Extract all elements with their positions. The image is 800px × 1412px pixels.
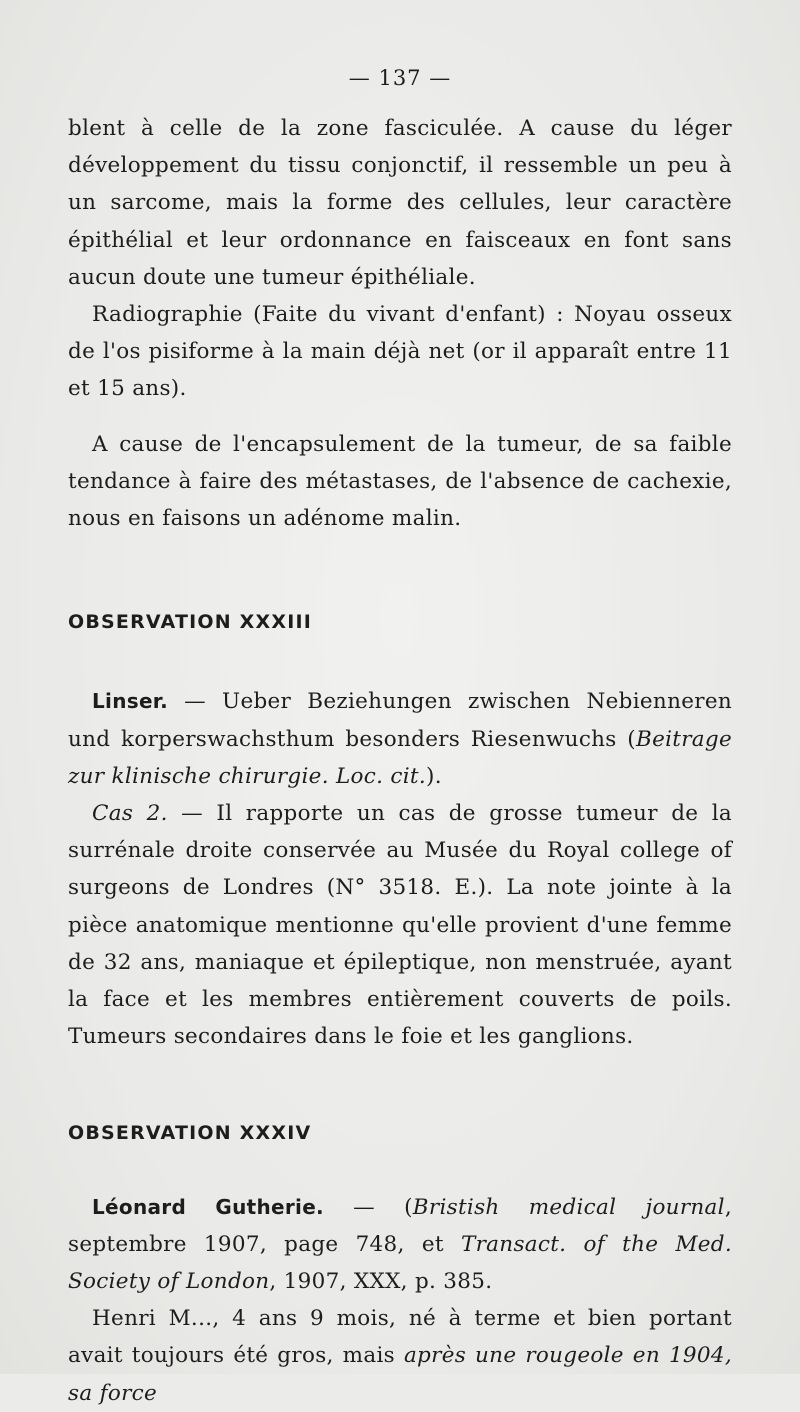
author-gutherie: Léonard Gutherie.: [92, 1194, 324, 1219]
reference-source: Beitrage zur klinische chirurgie. Loc. cit.: [68, 726, 732, 789]
paragraph-conclusion: A cause de l'encapsulement de la tumeur, de sa faible tendance à faire des métastases, de l'absence de cachexie, nous en faisons un adénome malin.: [68, 431, 732, 532]
body-text: [68, 110, 732, 1412]
observation-33-case: [68, 795, 732, 1055]
reference-text: — Ueber Beziehungen zwischen Nebienneren und korperswachsthum besonders Riesenwuchs (: [68, 689, 732, 752]
page-number: — 137 —: [348, 66, 452, 90]
case-text: — Il rapporte un cas de grosse tumeur de la surrénale droite conservée au Musée du Royal college of surgeons de Londres (N° 3518. E.). La note jointe à la pièce anatomique mentionne qu'elle provient d'une femme de 32 ans, maniaque et épileptique, non menstruée, ayant la face et les membres entièrement couverts de poils. Tumeurs secondaires dans le foie et les ganglions.: [68, 801, 733, 1050]
author-linser: Linser.: [92, 689, 169, 714]
reference-end: , 1907, XXX, p. 385.: [269, 1269, 493, 1295]
observation-33-title: OBSERVATION XXXIII: [68, 611, 313, 634]
case-label: Cas 2.: [92, 801, 168, 827]
reference-end: ).: [426, 763, 442, 789]
observation-34-reference: [68, 1189, 732, 1301]
observation-34-title: OBSERVATION XXXIV: [68, 1122, 312, 1145]
reference-middle: , septembre 1907, page 748, et: [68, 1194, 732, 1257]
paragraph-radiographie: Radiographie (Faite du vivant d'enfant) : Noyau osseux de l'os pisiforme à la main déjà net (or il apparaît entre 11 et 15 ans).: [68, 302, 732, 402]
case-italic: après une rougeole en 1904, sa force: [68, 1343, 732, 1406]
case-text: Henri M..., 4 ans 9 mois, né à terme et bien portant avait toujours été gros, mais: [68, 1306, 732, 1369]
observation-33-reference: [68, 683, 732, 795]
observation-34-case: [68, 1300, 732, 1412]
journal-name: Bristish medical journal: [412, 1194, 725, 1220]
transact-name: Transact. of the Med. Society of London: [68, 1231, 732, 1295]
paragraph-continuation: blent à celle de la zone fasciculée. A cause du léger développement du tissu conjonctif, il ressemble un peu à un sarcome, mais la forme des cellules, leur caractère épithélial et leur ordonnance en faisceaux en font sans aucun doute une tumeur épithéliale.: [68, 116, 732, 290]
reference-dash: — (: [323, 1194, 413, 1220]
